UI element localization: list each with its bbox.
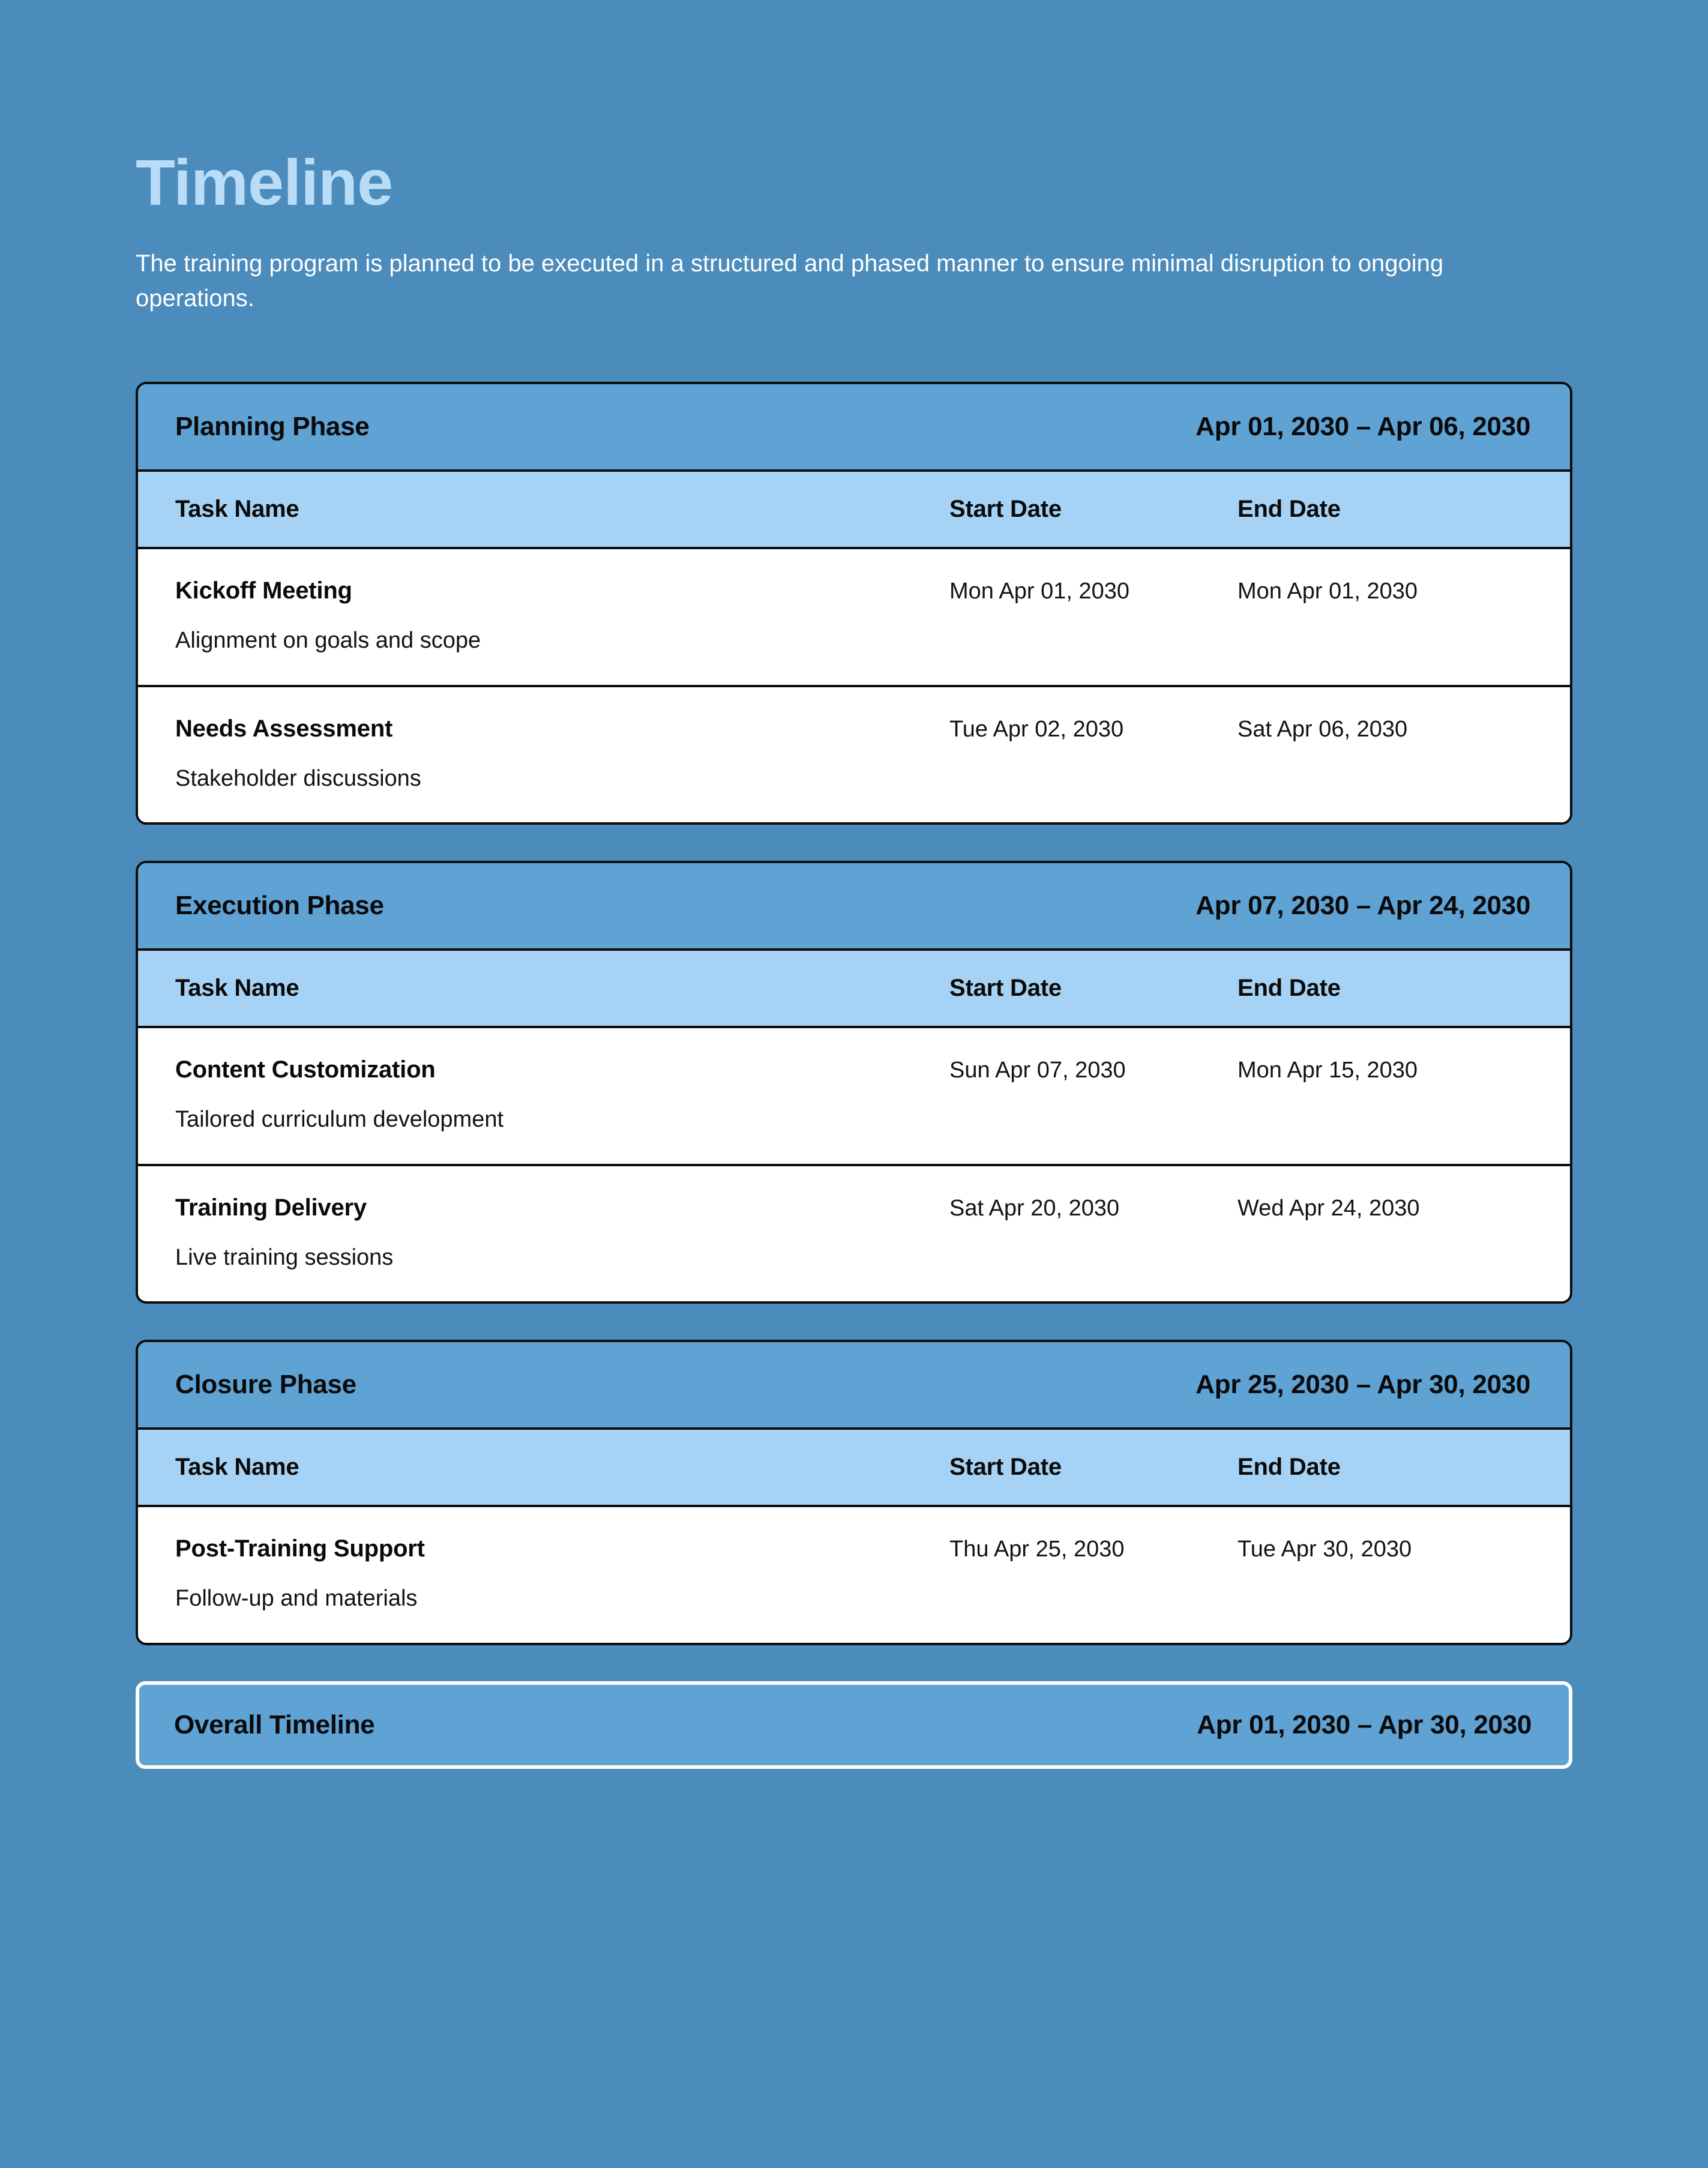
task-cell	[175, 1194, 949, 1272]
phase-card	[136, 382, 1572, 825]
table-row[interactable]	[138, 687, 1570, 823]
phase-card-list	[136, 316, 1572, 1645]
phase-date-range: Apr 01, 2030 – Apr 06, 2030	[1195, 412, 1530, 441]
task-name: Content Customization	[175, 1056, 436, 1083]
phase-name: Closure Phase	[175, 1370, 356, 1400]
task-end-date: Tue Apr 30, 2030	[1237, 1537, 1412, 1562]
task-name: Needs Assessment	[175, 715, 393, 742]
task-cell	[175, 577, 949, 655]
table-row[interactable]	[138, 1507, 1570, 1643]
task-description: Tailored curriculum development	[175, 1107, 504, 1133]
phase-name: Planning Phase	[175, 412, 370, 441]
task-cell	[175, 1535, 949, 1613]
column-header-start-date: Start Date	[949, 1454, 1062, 1481]
task-start-date: Mon Apr 01, 2030	[949, 579, 1129, 604]
overall-timeline-label: Overall Timeline	[174, 1709, 375, 1739]
column-header-task-name: Task Name	[175, 1454, 299, 1481]
task-start-date: Sun Apr 07, 2030	[949, 1058, 1126, 1083]
phase-date-range: Apr 07, 2030 – Apr 24, 2030	[1195, 891, 1530, 921]
task-name: Kickoff Meeting	[175, 577, 352, 604]
task-description: Follow-up and materials	[175, 1586, 418, 1612]
table-column-header	[138, 951, 1570, 1028]
task-description: Stakeholder discussions	[175, 765, 421, 791]
table-row[interactable]	[138, 1028, 1570, 1166]
overall-timeline-bar	[136, 1681, 1572, 1769]
task-description: Live training sessions	[175, 1244, 394, 1270]
task-cell	[175, 715, 949, 793]
table-column-header	[138, 472, 1570, 549]
column-header-task-name: Task Name	[175, 975, 299, 1002]
phase-header	[138, 1342, 1570, 1430]
phase-header	[138, 384, 1570, 472]
table-row[interactable]	[138, 1166, 1570, 1302]
phase-name: Execution Phase	[175, 891, 384, 921]
task-end-date: Mon Apr 01, 2030	[1237, 579, 1418, 604]
task-end-date: Mon Apr 15, 2030	[1237, 1058, 1418, 1083]
table-column-header	[138, 1430, 1570, 1507]
page-subtitle: The training program is planned to be executed in a structured and phased manner to ensure minimal disruption to ongoing operations.	[136, 250, 1444, 312]
task-end-date: Wed Apr 24, 2030	[1237, 1195, 1420, 1221]
phase-date-range: Apr 25, 2030 – Apr 30, 2030	[1195, 1370, 1530, 1400]
column-header-task-name: Task Name	[175, 496, 299, 522]
column-header-end-date: End Date	[1237, 975, 1341, 1002]
task-name: Training Delivery	[175, 1194, 367, 1221]
task-name: Post-Training Support	[175, 1535, 425, 1562]
column-header-start-date: Start Date	[949, 496, 1062, 522]
phase-card	[136, 861, 1572, 1304]
task-description: Alignment on goals and scope	[175, 628, 481, 653]
table-row[interactable]	[138, 549, 1570, 687]
column-header-start-date: Start Date	[949, 975, 1062, 1002]
task-cell	[175, 1056, 949, 1134]
task-end-date: Sat Apr 06, 2030	[1237, 716, 1408, 742]
phase-header	[138, 863, 1570, 951]
task-start-date: Thu Apr 25, 2030	[949, 1537, 1125, 1562]
task-start-date: Tue Apr 02, 2030	[949, 716, 1124, 742]
task-start-date: Sat Apr 20, 2030	[949, 1195, 1120, 1221]
overall-timeline-range: Apr 01, 2030 – Apr 30, 2030	[1197, 1709, 1532, 1739]
page-title: Timeline	[136, 146, 393, 218]
column-header-end-date: End Date	[1237, 496, 1341, 522]
phase-card	[136, 1340, 1572, 1645]
column-header-end-date: End Date	[1237, 1454, 1341, 1481]
